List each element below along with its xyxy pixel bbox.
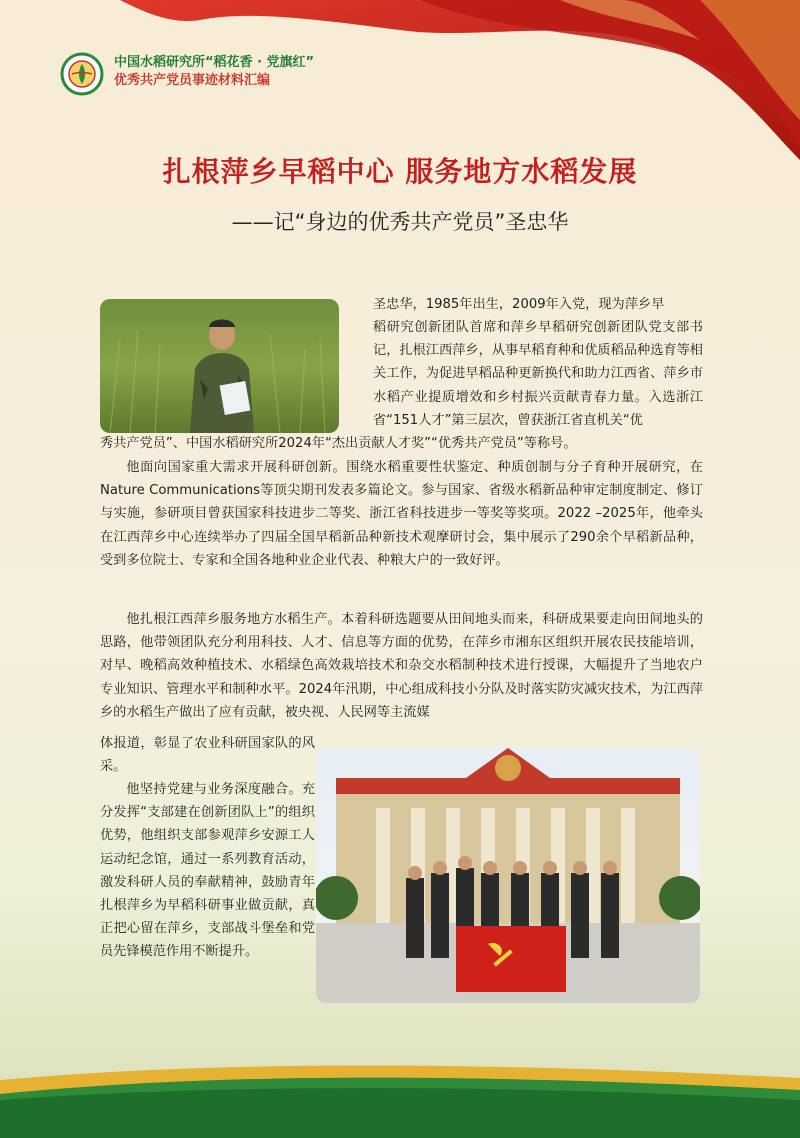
paragraph-1-wrapped: 稻研究创新团队首席和萍乡早稻研究创新团队党支部书记，扎根江西萍乡，从事早稻育种和优质稻品种选育等相关工作，为促进早稻品种更新换代和助力江西省、萍乡市水稻产业提质增效和乡村振兴贡献青春力量。入选浙江省“151人才”第三层次，曾获浙江省直机关“优 [373,320,703,428]
paragraph-2: 他面向国家重大需求开展科研创新。围绕水稻重要性状鉴定、种质创制与分子育种开展研究，在Nature Communications等顶尖期刊发表多篇论文。参与国家、省级水稻新品种审定制度制定、修订与实施，参研项目曾获国家科技进步二等奖、浙江省科技进步一等奖等奖项。2022 –2025年，他牵头在江西萍乡中心连续举办了四届全国早稻新品种新技术观摩研讨会，集中展示了290余个早稻新品种，受到多位院士、专家和全国各地种业企业代表、种粮大户的一致好评。 [100,460,703,568]
rice-field-portrait-photo [100,299,339,433]
footer-decoration [0,1060,800,1138]
main-title: 扎根萍乡早稻中心 服务地方水稻发展 [162,155,638,188]
paragraph-1-first-line: 圣忠华，1985年出生，2009年入党，现为萍乡早 [373,297,665,312]
header-line2: 优秀共产党员事迹材料汇编 [114,73,271,88]
subtitle: ——记“身边的优秀共产党员”圣忠华 [231,210,569,234]
header-caption [114,54,314,90]
paragraph-3-wrapped: 体报道，彰显了农业科研国家队的风采。 [100,736,315,775]
memorial-hall-group-photo [316,748,700,1003]
header-line1: 中国水稻研究所“稻花香 · 党旗红” [114,55,315,70]
paragraph-4: 他坚持党建与业务深度融合。充分发挥“支部建在创新团队上”的组织优势，他组织支部参观萍乡安源工人运动纪念馆，通过一系列教育活动，激发科研人员的奉献精神，鼓励青年扎根萍乡为早稻科研事业做贡献，真正把心留在萍乡，支部战斗堡垒和党员先锋模范作用不断提升。 [100,782,315,960]
paragraph-3-full: 他扎根江西萍乡服务地方水稻生产。本着科研选题要从田间地头而来，科研成果要走向田间地头的思路，他带领团队充分利用科技、人才、信息等方面的优势，在萍乡市湘东区组织开展农民技能培训，对早、晚稻高效种植技术、水稻绿色高效栽培技术和杂交水稻制种技术进行授课，大幅提升了当地农户专业知识、管理水平和制种水平。2024年汛期，中心组成科技小分队及时落实防灾减灾技术，为江西萍乡的水稻生产做出了应有贡献，被央视、人民网等主流媒 [100,612,703,720]
rice-institute-logo-icon [60,52,104,96]
paragraph-1-full: 秀共产党员”、中国水稻研究所2024年“杰出贡献人才奖”“优秀共产党员”等称号。 [100,436,577,451]
